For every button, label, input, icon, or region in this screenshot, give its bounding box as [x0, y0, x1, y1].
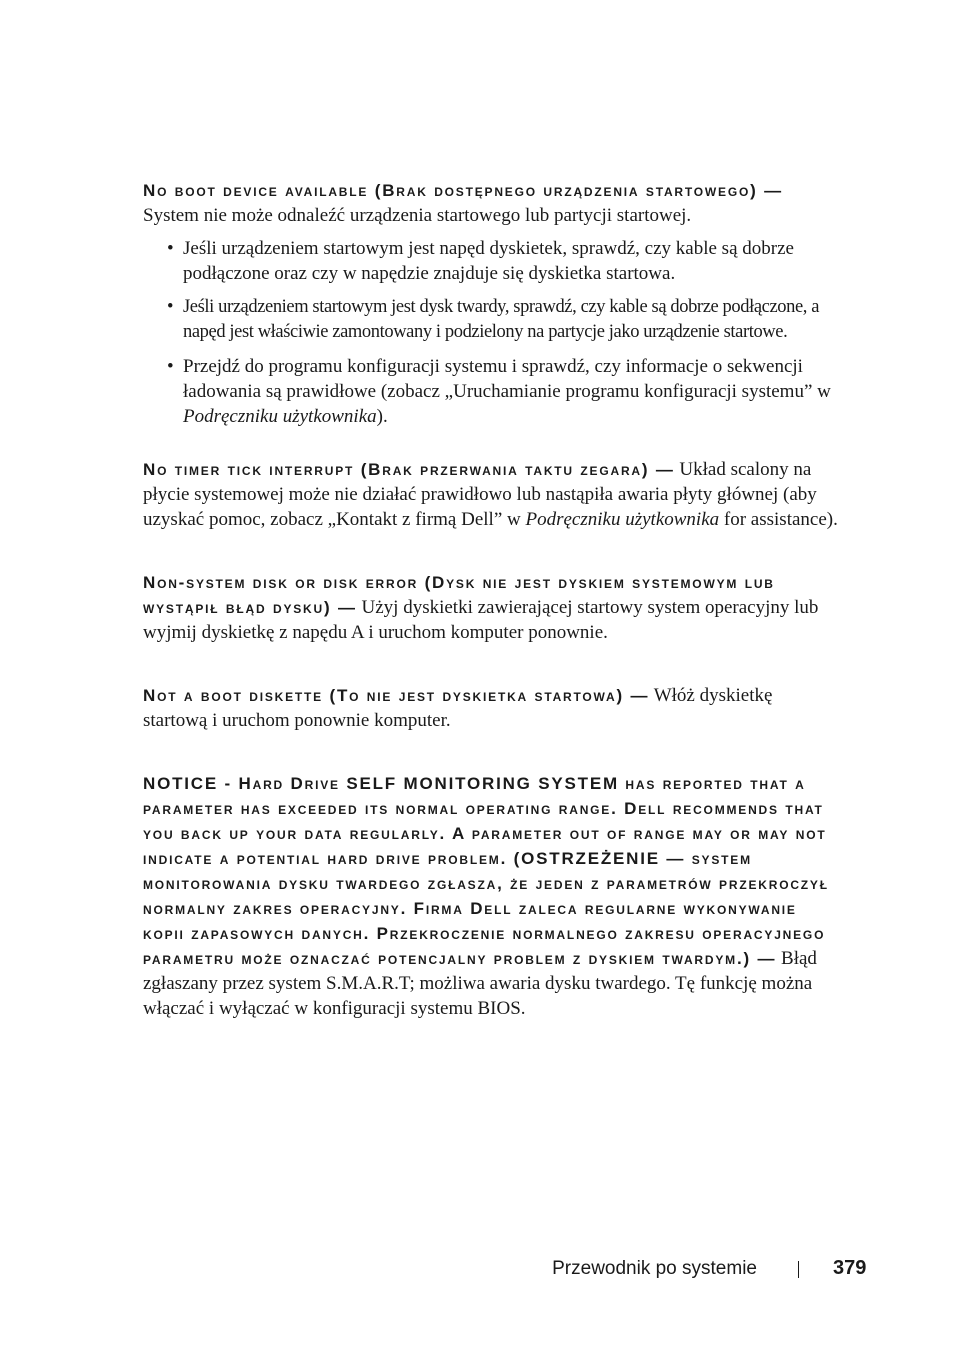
error-heading: Non-system disk or disk error (Dysk nie jest dyskiem systemowym lub wystąpił błąd dysku) —	[143, 573, 775, 617]
page-footer	[0, 1256, 954, 1284]
page-number: 379	[833, 1257, 867, 1279]
error-entry-not-boot-diskette	[143, 683, 840, 733]
footer-title: Przewodnik po systemie	[552, 1258, 757, 1279]
list-item-text-end: ).	[376, 406, 388, 427]
error-description: Układ scalony na płycie systemowej może nie działać prawidłowo lub nastąpiła awaria płyty głównej (aby uzyskać pomoc, zobacz „Kontakt z firmą Dell” w	[143, 459, 817, 530]
error-entry-non-system-disk	[143, 570, 840, 645]
error-entry-smart-notice	[143, 771, 840, 1021]
error-entry-no-timer-tick	[143, 457, 840, 532]
footer-divider	[798, 1261, 799, 1278]
list-item: • Jeśli urządzeniem startowym jest dysk twardy, sprawdź, czy kable są dobrze podłączone, a napęd jest właściwie zamontowany i podzielony na partycje jako urządzenie startowe.	[183, 295, 840, 345]
list-item	[183, 354, 840, 429]
list-item-text: Przejdź do programu konfiguracji systemu i sprawdź, czy informacje o sekwencji ładowania są prawidłowe (zobacz „Uruchamianie programu konfiguracji systemu” w	[183, 356, 831, 402]
error-description: Włóż dyskietkę startową i uruchom ponownie komputer.	[143, 685, 773, 731]
error-description: System nie może odnaleźć urządzenia startowego lub partycji startowej.	[143, 205, 692, 226]
error-heading: No boot device available (Brak dostępnego urządzenia startowego) —	[143, 181, 783, 200]
error-heading: NOTICE - Hard Drive SELF MONITORING SYSTEM has reported that a parameter has exceeded its normal operating range. Dell recommends that you back up your data regularly. A parameter out of range may or may not indicate a potential hard drive problem. (OSTRZEŻENIE — system monitorowania dysku twardego zgłasza, że jeden z parametrów przekroczył normalny zakres operacyjny. Firma Dell zaleca regularne wykonywanie kopii zapasowych danych. Przekroczenie normalnego zakresu operacyjnego parametru może oznaczać potencjalny problem z dyskiem twardym.) —	[143, 774, 829, 968]
page-content	[143, 178, 840, 1021]
manual-title: Podręczniku użytkownika	[183, 406, 377, 427]
error-description-end: for assistance).	[719, 509, 838, 530]
error-heading: No timer tick interrupt (Brak przerwania taktu zegara) —	[143, 460, 675, 479]
error-heading: Not a boot diskette (To nie jest dyskietka startowa) —	[143, 686, 650, 705]
error-description: Użyj dyskietki zawierającej startowy system operacyjny lub wyjmij dyskietkę z napędu A i uruchom komputer ponownie.	[143, 597, 819, 643]
error-entry-no-boot-device	[143, 178, 840, 228]
manual-title: Podręczniku użytkownika	[525, 509, 720, 530]
error-description: Błąd zgłaszany przez system S.M.A.R.T; możliwa awaria dysku twardego. Tę funkcję można włączać i wyłączać w konfiguracji systemu BIOS.	[143, 948, 817, 1019]
list-item: • Jeśli urządzeniem startowym jest napęd dyskietek, sprawdź, czy kable są dobrze podłączone oraz czy w napędzie znajduje się dyskietka startowa.	[183, 236, 840, 286]
bullet-list	[143, 236, 840, 429]
